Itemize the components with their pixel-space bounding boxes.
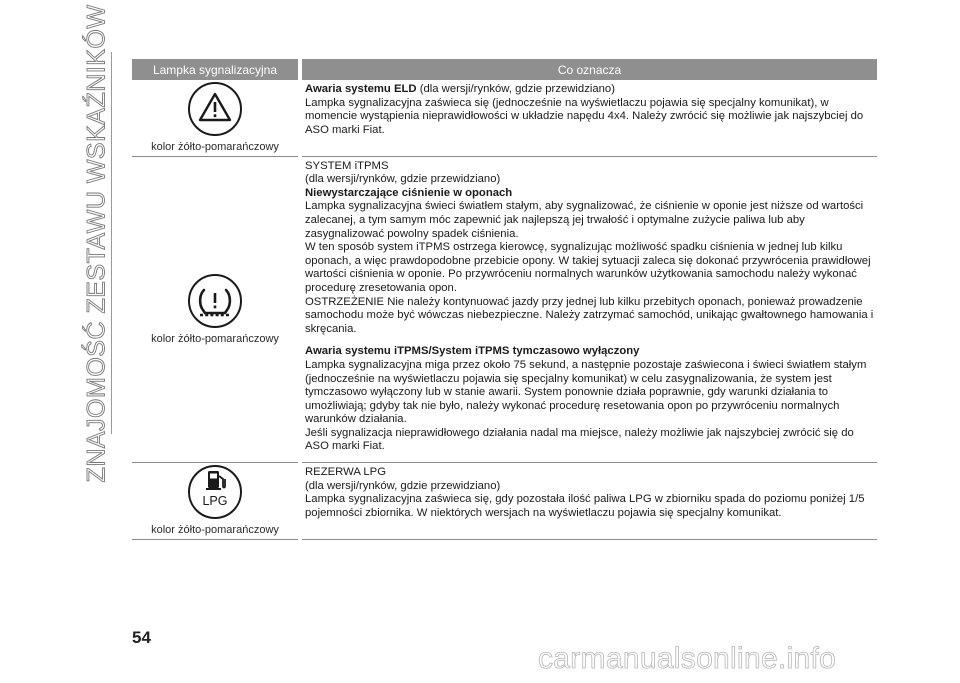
lpg-heading: REZERWA LPG	[305, 466, 386, 479]
lamp-cell	[132, 156, 300, 462]
section-divider	[111, 52, 112, 434]
lpg-availability: (dla wersji/rynków, gdzie przewidziano)	[305, 479, 501, 492]
section-title-text: ZNAJOMOŚĆ ZESTAWU WSKAŹNIKÓW	[82, 4, 111, 482]
lamp-color-label: kolor żółto-pomarańczowy	[151, 524, 279, 537]
eld-title-note: (dla wersji/rynków, gdzie przewidziano)	[416, 83, 615, 95]
itpms-failure-title: Awaria systemu iTPMS/System iTPMS tymczasowo wyłączony	[305, 345, 640, 358]
lpg-fuel-pump-icon	[187, 464, 243, 520]
description-cell	[300, 80, 877, 156]
eld-title: Awaria systemu ELD	[305, 83, 417, 95]
lamp-cell	[132, 463, 300, 540]
tire-pressure-icon	[187, 273, 243, 329]
lpg-text: Lampka sygnalizacyjna zaświeca się, gdy pozostała ilość paliwa LPG w zbiorniku spada do poziomu poniżej 1/5 pojemności zbiornika. W niektórych wersjach na wyświetlaczu pojawia się specjalny komunikat.	[305, 493, 865, 519]
watermark: carmanualsonline.info	[538, 642, 837, 675]
table-row	[132, 156, 877, 462]
low-pressure-text-2: W ten sposób system iTPMS ostrzega kierowcę, sygnalizując możliwość spadku ciśnienia w jednej lub kilku oponach, a więc prawdopodobne przebicie opony. W takiej sytuacji zaleca się dokonać przywrócenia prawidłowej wartości ciśnienia w oponie. Po przywróceniu normalnych warunków użytkowania samochodu należy wykonać procedurę zresetowania opon.	[305, 241, 871, 294]
description-cell	[300, 156, 877, 462]
description-cell	[300, 463, 877, 540]
low-pressure-warning: OSTRZEŻENIE Nie należy kontynuować jazdy przy jednej lub kilku przebitych oponach, ponieważ prowadzenie samochodu może być wówczas niebezpieczne. Należy zatrzymać samochód, unikając gwałtownego hamowania i skręcania.	[305, 295, 874, 335]
page-number: 54	[132, 628, 151, 647]
lpg-icon-label: LPG	[202, 494, 228, 509]
itpms-failure-text-2: Jeśli sygnalizacja nieprawidłowego działania nadal ma miejsce, należy możliwie jak najszybciej zwrócić się do ASO marki Fiat.	[305, 426, 854, 453]
indicator-table	[132, 59, 877, 540]
lamp-color-label: kolor żółto-pomarańczowy	[151, 332, 279, 345]
section-title-vertical	[82, 4, 112, 482]
low-pressure-title: Niewystarczające ciśnienie w oponach	[305, 186, 513, 199]
table-row	[132, 463, 877, 540]
table-header-row	[132, 59, 877, 80]
header-lamp: Lampka sygnalizacyjna	[132, 59, 300, 80]
header-meaning: Co oznacza	[300, 59, 877, 80]
eld-text: Lampka sygnalizacyjna zaświeca się (jednocześnie na wyświetlaczu pojawia się specjalny komunikat), w momencie wystąpienia nieprawidłowości w układzie napędu 4x4. Należy zwrócić się możliwie jak najszybciej do ASO marki Fiat.	[305, 96, 864, 136]
itpms-failure-text-1: Lampka sygnalizacyjna miga przez około 75 sekund, a następnie pozostaje zaświecona i świeci światłem stałym (jednocześnie na wyświetlaczu pojawia się specjalny komunikat) w celu zasygnalizowania, że system jest tymczasowo wyłączony lub w stanie awarii. System ponownie działa poprawnie, gdy warunki działania to umożliwiają; gdyby tak nie było, należy wykonać procedurę resetowania opon po przywróceniu normalnych warunków działania.	[305, 358, 867, 426]
itpms-heading: SYSTEM iTPMS	[305, 159, 389, 172]
warning-triangle-icon	[187, 81, 243, 137]
lamp-color-label: kolor żółto-pomarańczowy	[151, 141, 279, 153]
itpms-availability: (dla wersji/rynków, gdzie przewidziano)	[305, 173, 501, 186]
table-row	[132, 80, 877, 156]
lamp-cell	[132, 80, 300, 156]
low-pressure-text-1: Lampka sygnalizacyjna świeci światłem stałym, aby sygnalizować, że ciśnienie w oponie jest niższe od wartości zalecanej, a tym samym móc zapewnić jak najlepszą jej trwałość i optymalne zużycie paliwa lub aby zasygnalizować powolny spadek ciśnienia.	[305, 200, 864, 240]
